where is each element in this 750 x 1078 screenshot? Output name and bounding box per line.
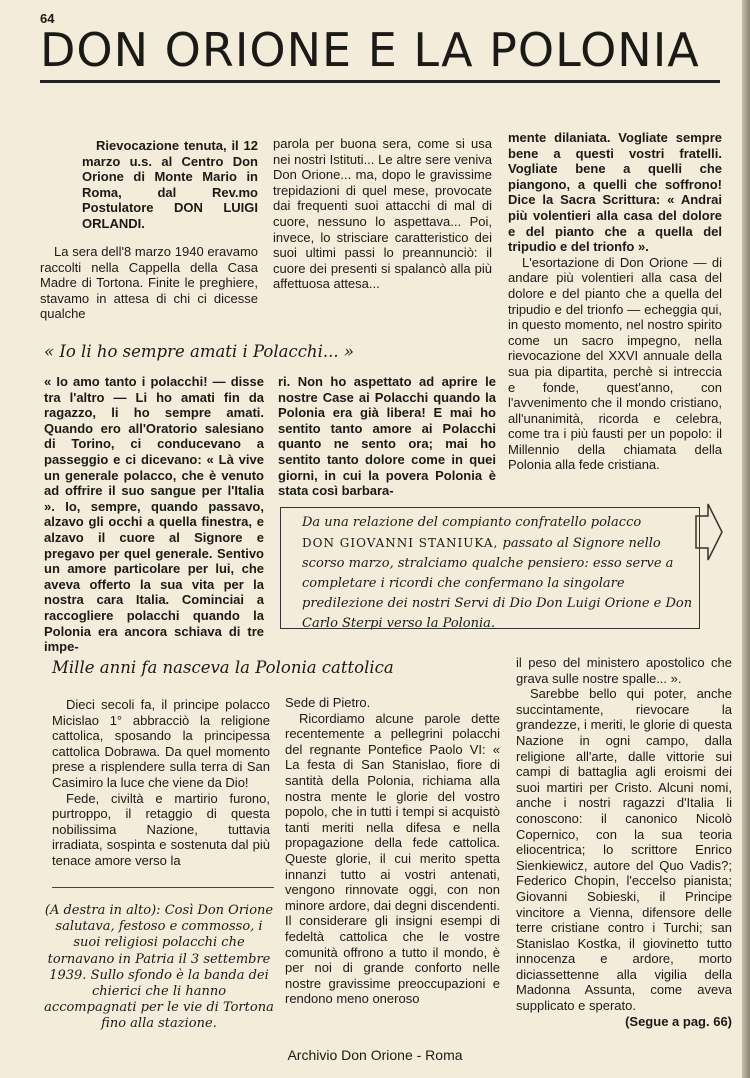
continued-link[interactable]: (Segue a pag. 66) [625, 1013, 732, 1029]
editor-note [302, 513, 694, 634]
intro-column [40, 244, 258, 322]
intro-paragraph: La sera dell'8 marzo 1940 eravamo raccolti nella Cappella della Casa Madre di Tortona. Finite le preghiere, stavamo in attesa di chi ci dicesse qualche [40, 244, 258, 322]
editor-note-line-1: Da una relazione del compianto confratello polacco [302, 515, 642, 530]
quote-column-1 [44, 374, 264, 655]
intro-lead: Rievocazione tenuta, il 12 marzo u.s. al Centro Don Orione di Monte Mario in Roma, dal Rev.mo Postulatore DON LUIGI ORLANDI. [82, 138, 258, 231]
mille-paragraph-1: Dieci secoli fa, il principe polacco Micislao 1° abbracciò la religione cattolica, sposando la principessa cattolica Dobrawa. Da quel momento prese a risplendere sulla terra di San Casimiro la luce che viene da Dio! [52, 697, 270, 790]
intro-column-3 [508, 130, 722, 473]
mille-column-1 [52, 697, 270, 869]
mille-paragraph-2: Fede, civiltà e martirio furono, purtroppo, il retaggio di questa nobilissima Nazione, tuttavia irradiata, sospinta e sostenuta dal più tenace amore verso la [52, 790, 270, 868]
section-heading-mille-anni: Mille anni fa nasceva la Polonia cattolica [52, 658, 394, 677]
intro-column-2 [273, 136, 492, 292]
mille-paragraph-4: Ricordiamo alcune parole dette recentemente a pellegrini polacchi del regnante Pontefice Paolo VI: « La festa di San Stanislao, fiore di santità della Polonia, richiama alla nostra mente le glorie del vostro popolo, che in tutti i tempi si acquistò tanti meriti nella difesa e nella propagazione della fede cattolica. Queste glorie, il cui merito spetta innanzi tutto ai vostri antenati, vengono rinnovate oggi, con non minore ardore, dai degni discendenti. Il considerare gli insigni esempi di fedeltà cattolica che le vostre comunità offrono a tutto il mondo, è per noi di grande conforto nelle nostre gravissime preoccupazioni e rendono meno oneroso [285, 710, 500, 1007]
title-divider [40, 80, 720, 83]
mille-column-2 [285, 695, 500, 1007]
quote-ending: mente dilaniata. Vogliate sempre bene a questi vostri fratelli. Vogliate bene a quelli che piangono, a quelli che soffrono! Dice la Sacra Scrittura: « Andrai più volentieri alla casa del dolore e del pianto che a quella del tripudio e del trionfo ». [508, 130, 722, 255]
exhortation-paragraph: L'esortazione di Don Orione — di andare più volentieri alla casa del dolore e del pianto che a quella del tripudio e del trionfo — echeggia qui, in questo momento, nel nostro spirito come un sacro impegno, nella rievocazione del XXVI annuale della sua pia dipartita, perchè si intreccia e fonde, quest'anno, con l'avvenimento che il mondo cristiano, all'unanimità, ricorda e celebra, come tra i più fausti per un popolo: il Millennio della chiamata della Polonia alla fede cristiana. [508, 254, 722, 473]
editor-note-name: DON GIOVANNI STANIUKA, [302, 536, 499, 550]
intro-lead-column [82, 138, 258, 232]
intro-paragraph-2: parola per buona sera, come si usa nei nostri Istituti... Le altre sere veniva Don Orione... ma, dopo le gravissime trepidazioni di quel mese, provocate dai frequenti suoi attacchi di mal di cuore, nessuno lo aspettava... Poi, invece, lo strisciare caratteristico dei suoi ultimi passi lo preannunciò: il cuore dei presenti si spalancò alla più affettuosa attesa... [273, 136, 492, 292]
caption-divider [52, 887, 274, 888]
mille-paragraph-6: Sarebbe bello qui poter, anche succintamente, rievocare la grandezze, i meriti, le glorie di questa Nazione in ogni campo, dalla religione all'arte, dalle vittorie sui campi di battaglia agli eroismi dei suoi martiri per Cristo. Alcuni nomi, anche i nostri ragazzi d'Italia li conoscono: il canonico Nicolò Copernico, con la sua teoria eliocentrica; lo scrittore Enrico Sienkiewicz, autore del Quo Vadis?; Federico Chopin, l'eccelso pianista; Giovanni Sobieski, il Principe vincitore a Vienna, difensore delle terre cristiane contro i Turchi; san Stanislao Kostka, il giovinetto tutto innocenza e ardore, morto diciassettenne alla vigilia della Madonna Assunta, come aveva supplicato e sperato. [516, 686, 732, 1014]
quote-paragraph-2: ri. Non ho aspettato ad aprire le nostre Case ai Polacchi quando la Polonia era già libera! E mai ho sentito tanto amore ai Polacchi quanto ne sento ora; mai ho sentito tanto dolore come in quei giorni, in cui la povera Polonia è stata così barbara- [278, 374, 496, 499]
archive-footer: Archivio Don Orione - Roma [287, 1047, 463, 1063]
quote-column-2 [278, 374, 496, 499]
page-title: DON ORIONE E LA POLONIA [40, 23, 700, 77]
quote-paragraph-1: « Io amo tanto i polacchi! — disse tra l'altro — Li ho amati fin da ragazzo, li ho sempre amati. Quando ero all'Oratorio salesiano di Torino, ci conducevano a passeggio e ci dicevano: « Là vive un generale polacco, che è venuto ad offrire il suo sangue per l'Italia ». Io, sempre, quando passavo, alzavo gli occhi a quella finestra, e alzavo il cuore al Signore e pregavo per quel generale. Sentivo un amore particolare per lui, che aveva offerto la sua vita per la nostra cara Italia. Cominciai a raccogliere polacchi quando la Polonia era ancora schiava di tre impe- [44, 374, 264, 655]
editor-note-line-2: passato al Signore [502, 536, 625, 551]
section-heading-polacchi: « Io li ho sempre amati i Polacchi... » [44, 342, 354, 361]
editor-note-line-3: nello scorso marzo, stralciamo qualche pensiero: esso serve a completare i ricordi che confermano la singolare predilezione dei nostri Servi di Dio Don Luigi Orione e Don Carlo Sterpi verso la Polonia. [302, 536, 693, 631]
photo-caption: (A destra in alto): Così Don Orione salutava, festoso e commosso, i suoi religiosi polacchi che tornavano in Patria il 3 settembre 1939. Sullo sfondo è la banda dei chierici che li hanno accompagnati per le vie di Tortona fino alla stazione. [44, 903, 274, 1032]
page-edge-shadow [742, 0, 750, 1078]
mille-paragraph-3: Sede di Pietro. [285, 695, 371, 710]
page-number: 64 [40, 11, 55, 26]
mille-paragraph-5: il peso del ministero apostolico che grava sulle nostre spalle... ». [516, 655, 732, 686]
mille-column-3 [516, 655, 732, 1029]
arrow-right-icon [694, 502, 724, 562]
